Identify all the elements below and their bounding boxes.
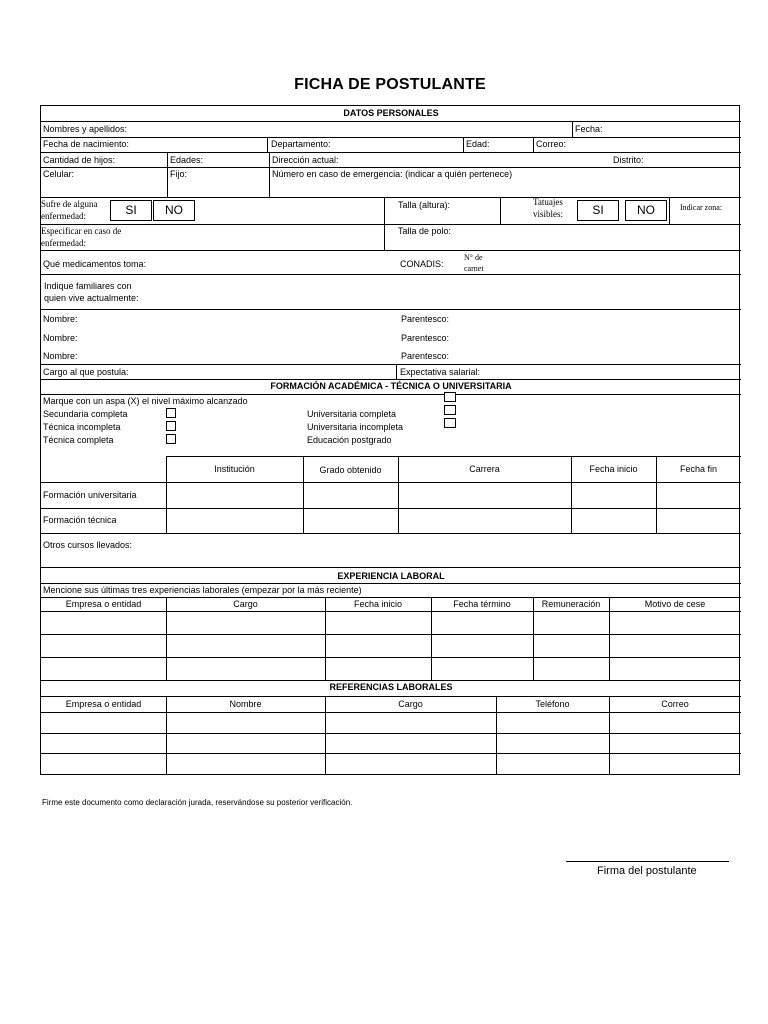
field-district[interactable]: Distrito: bbox=[613, 155, 644, 165]
ref-header-position: Cargo bbox=[398, 699, 423, 709]
ref-header-email: Correo bbox=[661, 699, 689, 709]
work-header-salary: Remuneración bbox=[541, 599, 601, 609]
option-university-incomplete: Universitaria incompleta bbox=[307, 422, 404, 432]
applicant-form bbox=[40, 105, 740, 775]
field-family-name-2[interactable]: Nombre: bbox=[43, 333, 78, 343]
field-family-relation-3[interactable]: Parentesco: bbox=[401, 351, 450, 361]
label-tattoos-line2: visibles: bbox=[533, 209, 564, 219]
signature-line[interactable] bbox=[566, 861, 729, 862]
field-age[interactable]: Edad: bbox=[466, 139, 490, 149]
field-medications[interactable]: Qué medicamentos toma: bbox=[43, 259, 147, 269]
label-family-line2: quien vive actualmente: bbox=[44, 293, 139, 303]
header-career: Carrera bbox=[469, 464, 500, 474]
checkbox-postgraduate[interactable] bbox=[444, 418, 456, 428]
ref-header-company: Empresa o entidad bbox=[65, 699, 142, 709]
illness-yes-option[interactable]: SI bbox=[110, 200, 152, 221]
illness-no-option[interactable]: NO bbox=[153, 200, 195, 221]
section-personal-data: DATOS PERSONALES bbox=[343, 108, 439, 118]
field-landline[interactable]: Fijo: bbox=[170, 169, 188, 179]
work-header-reason: Motivo de cese bbox=[644, 599, 706, 609]
ref-header-phone: Teléfono bbox=[535, 699, 570, 709]
field-date[interactable]: Fecha: bbox=[575, 124, 603, 134]
label-family-line1: Indique familiares con bbox=[44, 281, 132, 291]
field-email[interactable]: Correo: bbox=[536, 139, 567, 149]
academic-instruction: Marque con un aspa (X) el nivel máximo alcanzado bbox=[43, 396, 248, 406]
header-degree: Grado obtenido bbox=[319, 465, 382, 475]
header-institution: Institución bbox=[214, 464, 255, 474]
tattoos-no-option[interactable]: NO bbox=[625, 200, 667, 221]
field-birth-date[interactable]: Fecha de nacimiento: bbox=[43, 139, 130, 149]
checkbox-secondary-complete[interactable] bbox=[166, 408, 176, 418]
field-tattoo-zone[interactable]: Indicar zona: bbox=[680, 203, 722, 212]
label-card-number-line2[interactable]: carnet bbox=[464, 264, 484, 273]
section-work-experience: EXPERIENCIA LABORAL bbox=[337, 571, 445, 581]
field-emergency-number[interactable]: Número en caso de emergencia: (indicar a quién pertenece) bbox=[272, 169, 513, 179]
page-title: FICHA DE POSTULANTE bbox=[294, 76, 486, 93]
field-address[interactable]: Dirección actual: bbox=[272, 155, 339, 165]
option-postgraduate: Educación postgrado bbox=[307, 435, 392, 445]
work-header-start-date: Fecha inicio bbox=[353, 599, 403, 609]
row-technical-training: Formación técnica bbox=[43, 515, 117, 525]
ref-header-name: Nombre bbox=[229, 699, 262, 709]
field-cellphone[interactable]: Celular: bbox=[43, 169, 75, 179]
field-children-ages[interactable]: Edades: bbox=[170, 155, 204, 165]
signature-label: Firma del postulante bbox=[597, 865, 697, 877]
field-children-count[interactable]: Cantidad de hijos: bbox=[43, 155, 116, 165]
option-university-complete: Universitaria completa bbox=[307, 409, 397, 419]
field-family-name-1[interactable]: Nombre: bbox=[43, 314, 78, 324]
header-start-date: Fecha inicio bbox=[589, 464, 638, 474]
option-technical-complete: Técnica completa bbox=[43, 435, 114, 445]
field-family-name-3[interactable]: Nombre: bbox=[43, 351, 78, 361]
checkbox-university-complete[interactable] bbox=[444, 392, 456, 402]
section-academic: FORMACIÓN ACADÉMICA - TÉCNICA O UNIVERSITARIA bbox=[270, 381, 512, 391]
option-secondary-complete: Secundaria completa bbox=[43, 409, 128, 419]
field-conadis[interactable]: CONADIS: bbox=[400, 259, 444, 269]
declaration-note: Firme este documento como declaración jurada, reservándose su posterior verificación. bbox=[42, 798, 353, 807]
row-university-training: Formación universitaria bbox=[43, 490, 137, 500]
work-instruction: Mencione sus últimas tres experiencias laborales (empezar por la más reciente) bbox=[43, 585, 362, 595]
field-full-name[interactable]: Nombres y apellidos: bbox=[43, 124, 128, 134]
field-salary-expectation[interactable]: Expectativa salarial: bbox=[400, 367, 481, 377]
work-header-company: Empresa o entidad bbox=[65, 599, 142, 609]
field-department[interactable]: Departamento: bbox=[271, 139, 331, 149]
field-other-courses[interactable]: Otros cursos llevados: bbox=[43, 540, 133, 550]
label-tattoos-line1: Tatuajes bbox=[533, 197, 563, 207]
checkbox-technical-complete[interactable] bbox=[166, 434, 176, 444]
checkbox-university-incomplete[interactable] bbox=[444, 405, 456, 415]
header-end-date: Fecha fin bbox=[679, 464, 718, 474]
option-technical-incomplete: Técnica incompleta bbox=[43, 422, 121, 432]
checkbox-technical-incomplete[interactable] bbox=[166, 421, 176, 431]
label-illness-line2: enfermedad: bbox=[41, 211, 86, 221]
work-header-position: Cargo bbox=[233, 599, 258, 609]
field-shirt-size[interactable]: Talla de polo: bbox=[398, 226, 452, 236]
tattoos-yes-option[interactable]: SI bbox=[577, 200, 619, 221]
field-position-applied[interactable]: Cargo al que postula: bbox=[43, 367, 129, 377]
field-family-relation-1[interactable]: Parentesco: bbox=[401, 314, 450, 324]
field-height[interactable]: Talla (altura): bbox=[398, 200, 451, 210]
section-references: REFERENCIAS LABORALES bbox=[329, 682, 453, 692]
label-specify-illness-line2[interactable]: enfermedad: bbox=[41, 238, 86, 248]
label-illness-line1: Sufre de alguna bbox=[41, 199, 98, 209]
field-family-relation-2[interactable]: Parentesco: bbox=[401, 333, 450, 343]
label-card-number-line1: N° de bbox=[464, 253, 483, 262]
work-header-end-date: Fecha término bbox=[453, 599, 511, 609]
label-specify-illness-line1: Especificar en caso de bbox=[41, 226, 122, 236]
